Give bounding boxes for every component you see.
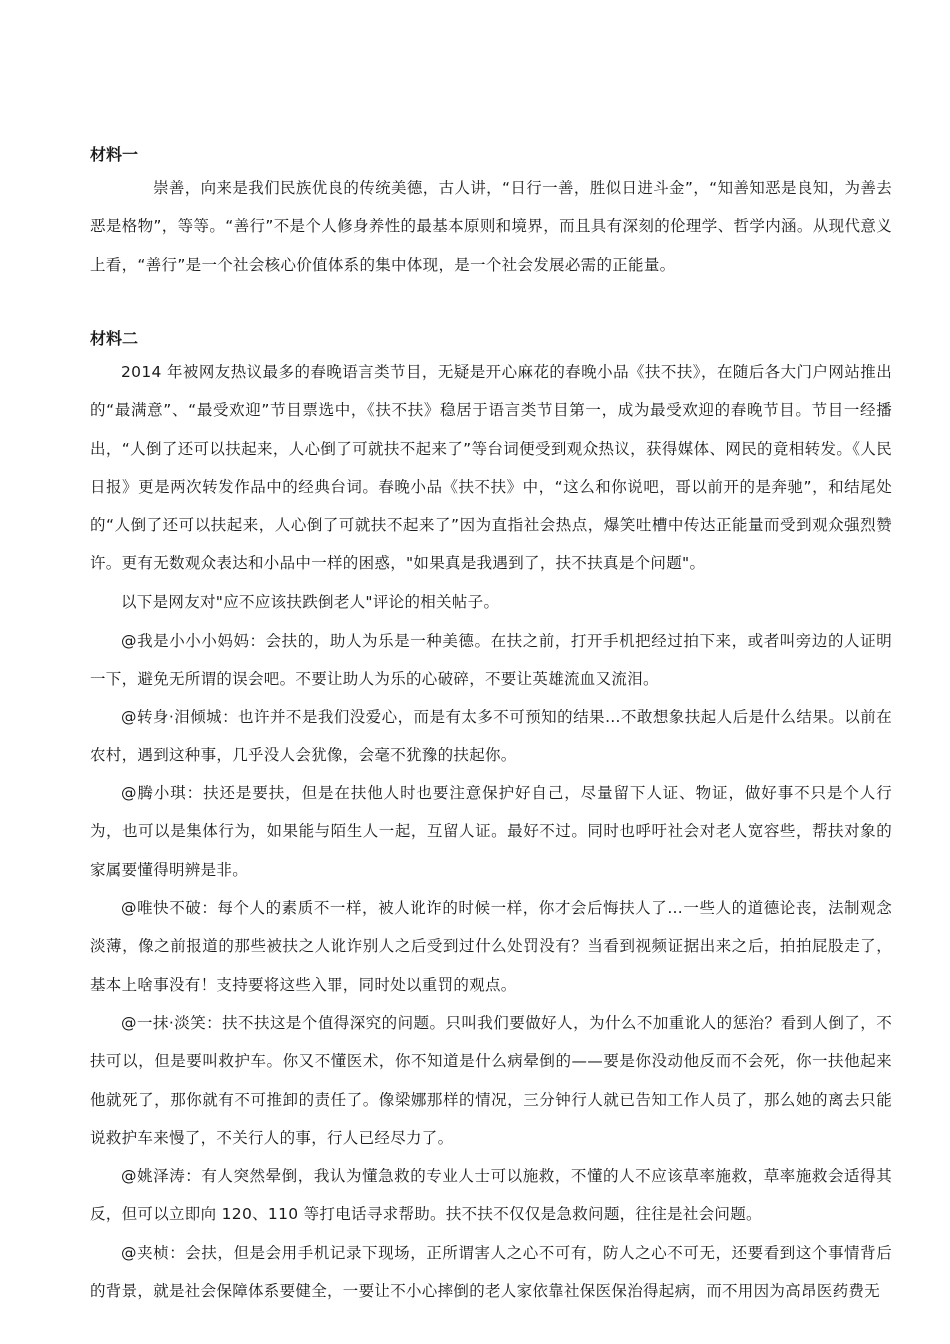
- forum-post: @姚泽涛：有人突然晕倒，我认为懂急救的专业人士可以施救，不懂的人不应该草率施救，草率施救会适得其反，但可以立即向 120、110 等打电话寻求帮助。扶不扶不仅仅是急救问题，往往是社会问题。: [90, 1167, 892, 1224]
- forum-post: @唯快不破：每个人的素质不一样，被人讹诈的时候一样，你才会后悔扶人了…一些人的道德论丧，法制观念淡薄，像之前报道的那些被扶之人讹诈别人之后受到过什么处罚没有？当看到视频证据出来之后，拍拍屁股走了，基本上啥事没有！支持要将这些入罪，同时处以重罚的观点。: [90, 899, 892, 994]
- material-1-paragraph: 崇善，向来是我们民族优良的传统美德，古人讲，“日行一善，胜似日进斗金”，“知善知恶是良知，为善去恶是格物”，等等。“善行”不是个人修身养性的最基本原则和境界，而且具有深刻的伦理学、哲学内涵。从现代意义上看，“善行”是一个社会核心价值体系的集中体现，是一个社会发展必需的正能量。: [90, 179, 892, 274]
- forum-post: @夹桢：会扶，但是会用手机记录下现场，正所谓害人之心不可有，防人之心不可无，还要看到这个事情背后的背景，就是社会保障体系要健全，一要让不小心摔倒的老人家依靠社保医保治得起病，而不用因为高昂医药费无: [90, 1244, 892, 1301]
- material-2-paragraph-1: 2014 年被网友热议最多的春晚语言类节目，无疑是开心麻花的春晚小品《扶不扶》，在随后各大门户网站推出的“最满意”、“最受欢迎”节目票选中，《扶不扶》稳居于语言类节目第一，成为最受欢迎的春晚节目。节目一经播出，“人倒了还可以扶起来，人心倒了可就扶不起来了”等台词便受到观众热议，获得媒体、网民的竟相转发。《人民日报》更是两次转发作品中的经典台词。春晚小品《扶不扶》中，“这么和你说吧，哥以前开的是奔驰”，和结尾处的“人倒了还可以扶起来，人心倒了可就扶不起来了”因为直指社会热点，爆笑吐槽中传达正能量而受到观众强烈赞许。更有无数观众表达和小品中一样的困惑，"如果真是我遇到了，扶不扶真是个问题"。: [90, 363, 892, 573]
- material-1-heading: 材料一: [90, 145, 139, 164]
- material-2-paragraph-2: 以下是网友对"应不应该扶跌倒老人"评论的相关帖子。: [121, 593, 500, 611]
- forum-post: @腾小琪：扶还是要扶，但是在扶他人时也要注意保护好自己，尽量留下人证、物证，做好事不只是个人行为，也可以是集体行为，如果能与陌生人一起，互留人证。最好不过。同时也呼吁社会对老人宽容些，帮扶对象的家属要懂得明辨是非。: [90, 784, 892, 879]
- forum-post: @一抹·淡笑：扶不扶这是个值得深究的问题。只叫我们要做好人，为什么不加重讹人的惩治？看到人倒了，不扶可以，但是要叫救护车。你又不懂医术，你不知道是什么病晕倒的——要是你没动他反而不会死，你一扶他起来他就死了，那你就有不可推卸的责任了。像梁娜那样的情况，三分钟行人就已告知工作人员了，那么她的离去只能说救护车来慢了，不关行人的事，行人已经尽力了。: [90, 1014, 892, 1147]
- forum-post: @转身·泪倾城：也许并不是我们没爱心，而是有太多不可预知的结果…不敢想象扶起人后是什么结果。以前在农村，遇到这种事，几乎没人会犹像，会毫不犹豫的扶起你。: [90, 708, 892, 765]
- forum-post: @我是小小小妈妈：会扶的，助人为乐是一种美德。在扶之前，打开手机把经过拍下来，或者叫旁边的人证明一下，避免无所谓的误会吧。不要让助人为乐的心破碎，不要让英雄流血又流泪。: [90, 632, 892, 689]
- material-2-heading: 材料二: [90, 329, 139, 348]
